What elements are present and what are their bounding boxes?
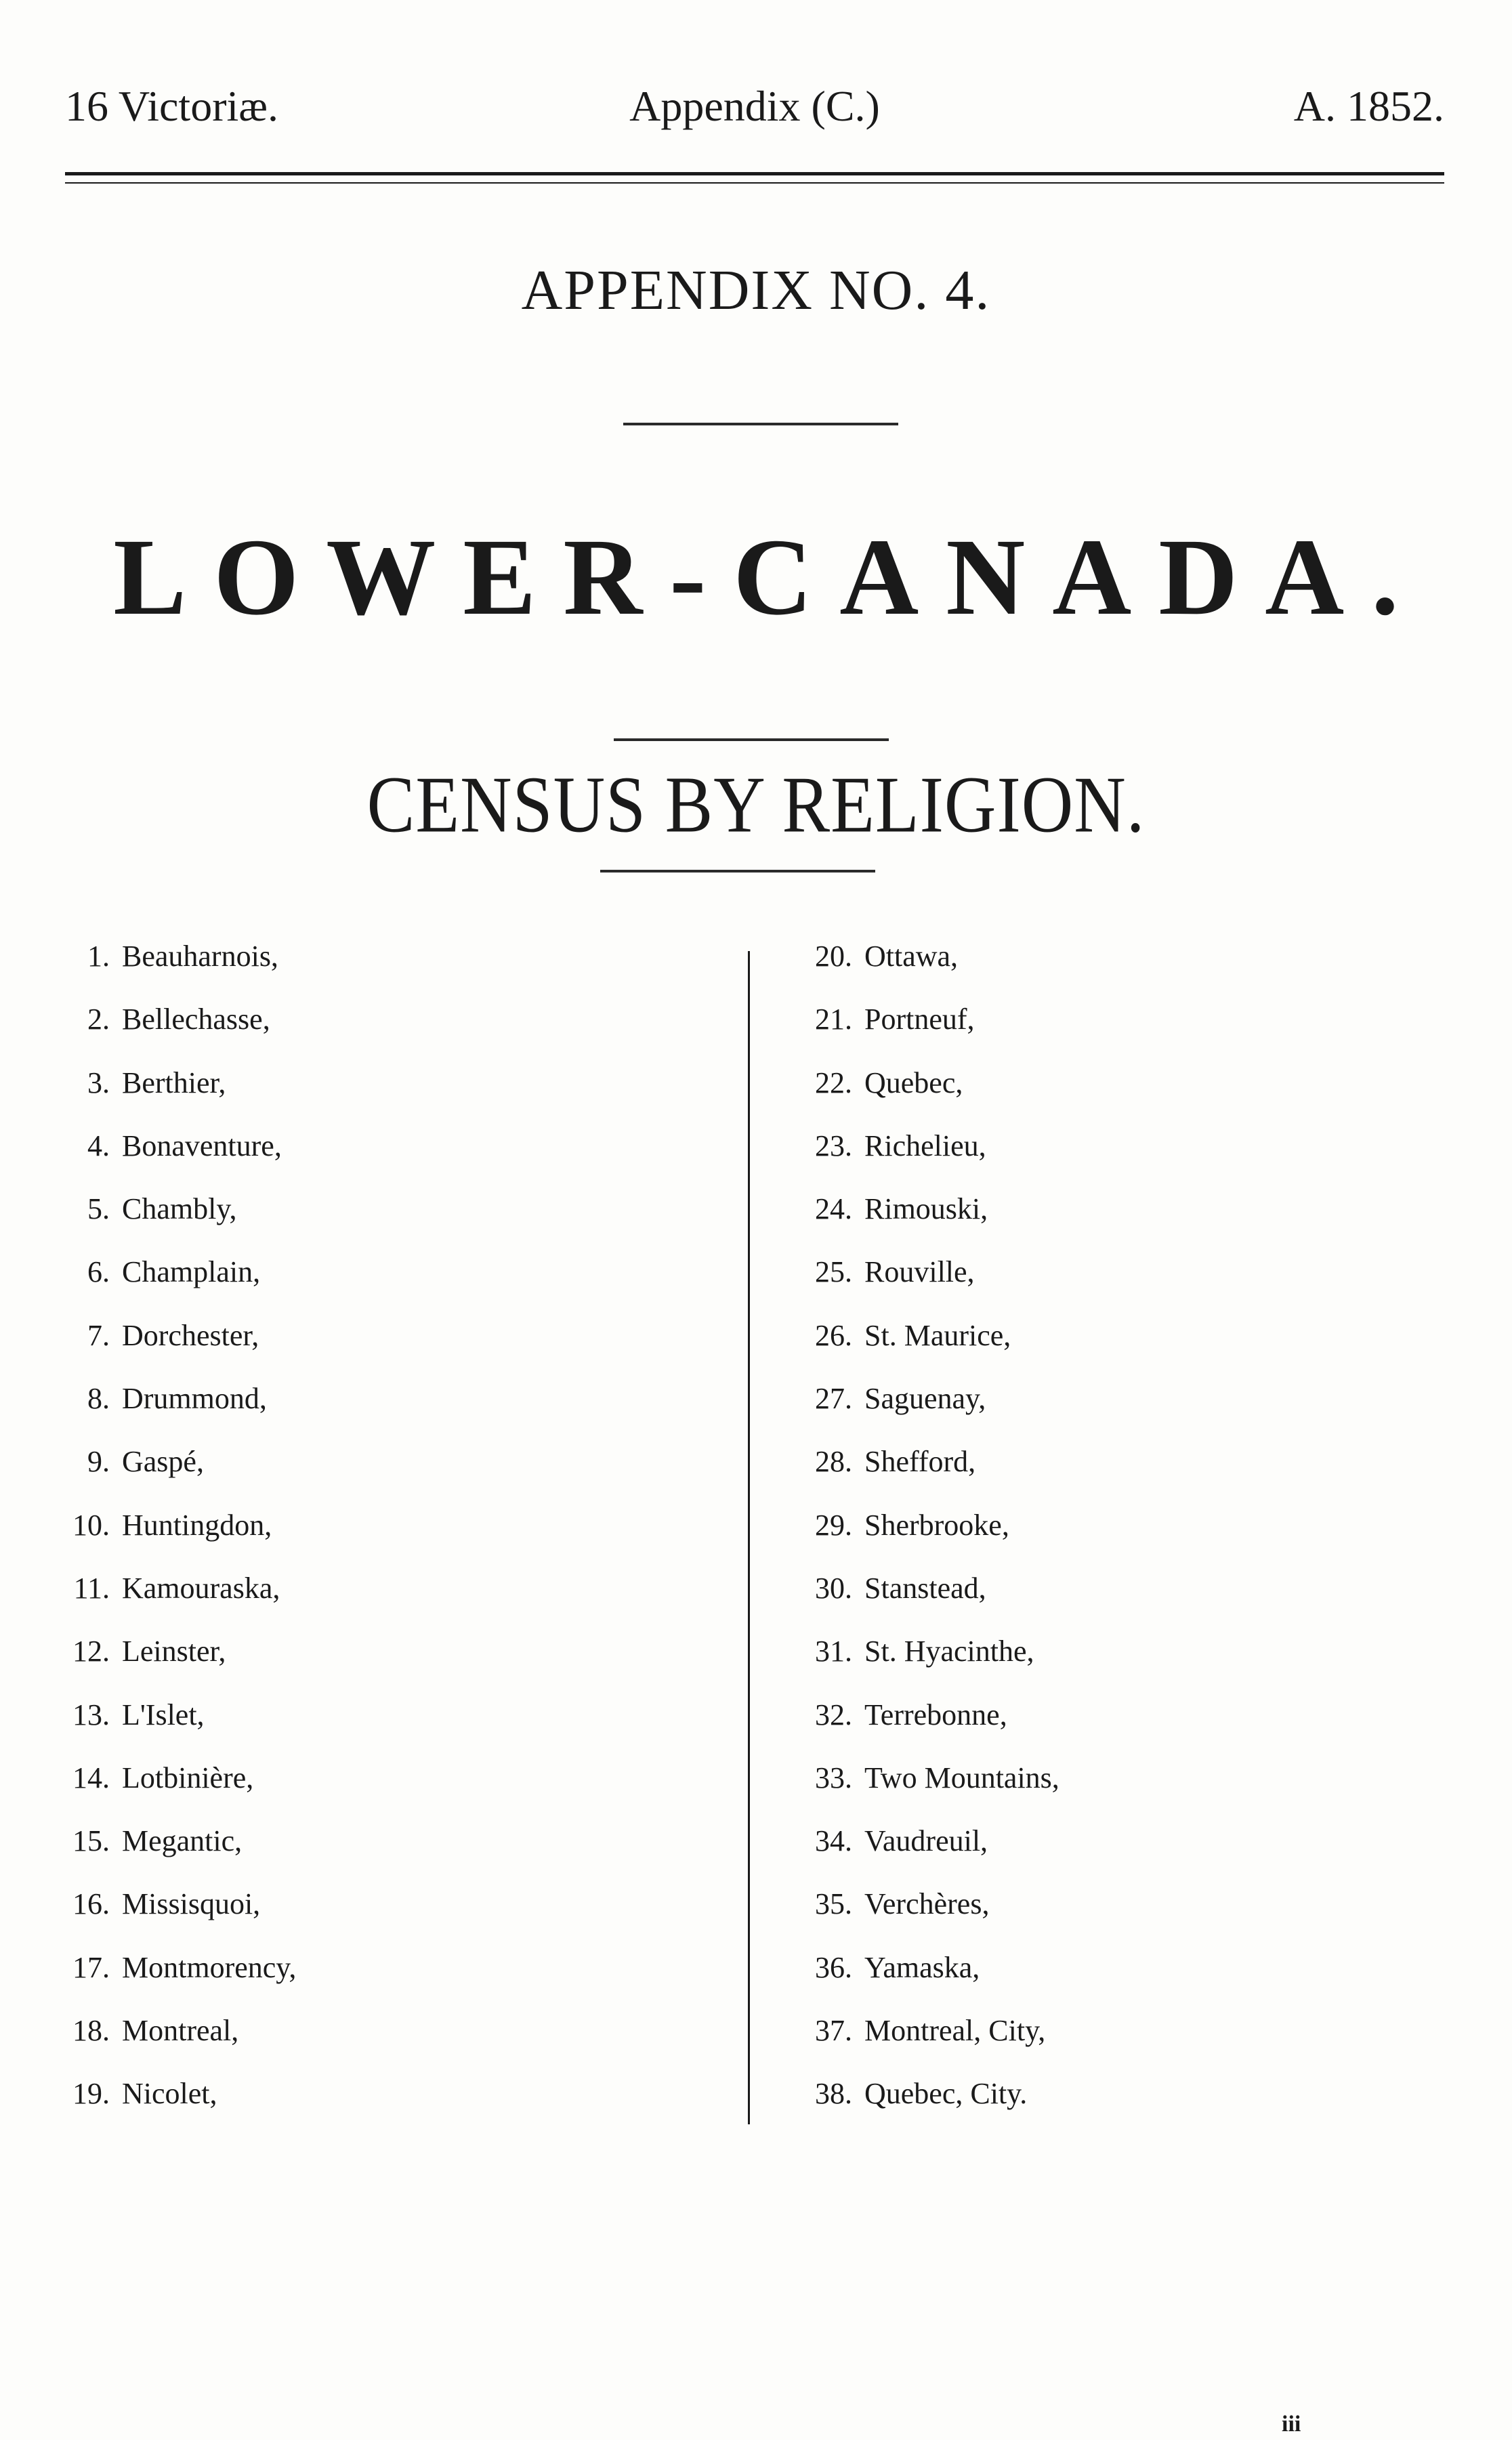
county-name: Quebec, <box>864 1066 963 1099</box>
county-number: 10. <box>72 1508 110 1542</box>
county-number: 35. <box>815 1887 852 1921</box>
county-number: 21. <box>815 1003 852 1036</box>
county-list-item <box>61 1189 705 1252</box>
county-list-item <box>799 1948 1409 2011</box>
county-number: 30. <box>815 1571 852 1605</box>
county-list-item <box>61 1442 705 1505</box>
county-name: L'Islet, <box>122 1698 205 1731</box>
county-list-item <box>799 1316 1409 1379</box>
county-list-item <box>61 1568 705 1631</box>
county-name: Rimouski, <box>864 1192 988 1226</box>
county-name: Lotbinière, <box>122 1761 254 1794</box>
county-list-item <box>61 1316 705 1379</box>
divider-rule <box>614 738 889 741</box>
county-number: 7. <box>87 1318 110 1352</box>
county-list-item <box>61 936 705 999</box>
county-list-item <box>799 1379 1409 1442</box>
county-list-item <box>799 1631 1409 1694</box>
county-list-item <box>799 936 1409 999</box>
county-number: 34. <box>815 1824 852 1858</box>
county-name: Chambly, <box>122 1192 237 1226</box>
county-number: 18. <box>72 2014 110 2048</box>
county-name: Verchères, <box>864 1887 990 1921</box>
county-number: 36. <box>815 1950 852 1984</box>
divider-rule <box>623 423 898 425</box>
county-list-item <box>61 1884 705 1947</box>
running-header <box>65 81 1444 135</box>
county-name: Nicolet, <box>122 2077 217 2111</box>
county-number: 13. <box>72 1698 110 1731</box>
county-name: Montreal, City, <box>864 2014 1046 2048</box>
county-list-item <box>799 1252 1409 1315</box>
column-divider <box>748 951 750 2124</box>
county-number: 14. <box>72 1761 110 1794</box>
county-number: 23. <box>815 1129 852 1162</box>
county-list-item <box>61 1695 705 1758</box>
county-number: 4. <box>87 1129 110 1162</box>
county-number: 24. <box>815 1192 852 1226</box>
county-number: 20. <box>815 940 852 973</box>
county-number: 16. <box>72 1887 110 1921</box>
header-year: A. 1852. <box>1293 82 1444 130</box>
county-number: 5. <box>87 1192 110 1226</box>
county-name: Leinster, <box>122 1635 226 1668</box>
header-session: 16 Victoriæ. <box>65 82 278 130</box>
page-number: iii <box>1282 2412 1301 2437</box>
county-number: 9. <box>87 1445 110 1479</box>
county-list-item <box>61 1126 705 1189</box>
county-name: Gaspé, <box>122 1445 204 1479</box>
county-list-item <box>61 1821 705 1884</box>
county-number: 31. <box>815 1635 852 1668</box>
county-list-item <box>799 1505 1409 1568</box>
county-list-item <box>799 1063 1409 1126</box>
county-name: Ottawa, <box>864 940 959 973</box>
county-list-item <box>61 999 705 1062</box>
county-name: Stanstead, <box>864 1571 986 1605</box>
county-name: St. Maurice, <box>864 1318 1011 1352</box>
county-name: Drummond, <box>122 1382 267 1416</box>
county-name: Richelieu, <box>864 1129 986 1162</box>
county-list-item <box>799 1695 1409 1758</box>
county-name: Montmorency, <box>122 1950 297 1984</box>
county-number: 15. <box>72 1824 110 1858</box>
county-list-item <box>799 999 1409 1062</box>
county-name: Kamouraska, <box>122 1571 280 1605</box>
county-number: 6. <box>87 1255 110 1289</box>
county-name: Sherbrooke, <box>864 1508 1009 1542</box>
county-name: St. Hyacinthe, <box>864 1635 1034 1668</box>
county-number: 28. <box>815 1445 852 1479</box>
county-name: Missisquoi, <box>122 1887 261 1921</box>
county-name: Bonaventure, <box>122 1129 282 1162</box>
county-list-item <box>799 1442 1409 1505</box>
county-list-item <box>799 1189 1409 1252</box>
county-number: 33. <box>815 1761 852 1794</box>
county-number: 3. <box>87 1066 110 1099</box>
county-list-right <box>799 936 1409 2137</box>
divider-rule <box>600 870 875 872</box>
county-name: Portneuf, <box>864 1003 975 1036</box>
county-name: Dorchester, <box>122 1318 259 1352</box>
county-list-item <box>61 2074 705 2137</box>
county-name: Saguenay, <box>864 1382 986 1416</box>
county-name: Quebec, City. <box>864 2077 1028 2111</box>
page-title: LOWER-CANADA. <box>113 517 1426 638</box>
county-number: 37. <box>815 2014 852 2048</box>
county-name: Champlain, <box>122 1255 261 1289</box>
county-name: Yamaska, <box>864 1950 980 1984</box>
county-name: Vaudreuil, <box>864 1824 988 1858</box>
county-list-item <box>799 1821 1409 1884</box>
county-list-item <box>61 1379 705 1442</box>
county-number: 29. <box>815 1508 852 1542</box>
county-name: Bellechasse, <box>122 1003 270 1036</box>
county-name: Shefford, <box>864 1445 976 1479</box>
county-list-item <box>61 1252 705 1315</box>
county-list-item <box>61 1063 705 1126</box>
county-number: 11. <box>73 1571 110 1605</box>
county-list-item <box>799 2011 1409 2074</box>
county-number: 38. <box>815 2077 852 2111</box>
county-name: Beauharnois, <box>122 940 278 973</box>
county-list-item <box>799 2074 1409 2137</box>
county-number: 22. <box>815 1066 852 1099</box>
county-list-item <box>799 1884 1409 1947</box>
county-list-left <box>61 936 705 2137</box>
county-list-item <box>61 1505 705 1568</box>
county-name: Berthier, <box>122 1066 226 1099</box>
county-number: 1. <box>87 940 110 973</box>
county-name: Montreal, <box>122 2014 239 2048</box>
county-name: Two Mountains, <box>864 1761 1059 1794</box>
county-number: 19. <box>72 2077 110 2111</box>
county-name: Terrebonne, <box>864 1698 1007 1731</box>
county-list-item <box>799 1568 1409 1631</box>
page-subtitle: CENSUS BY RELIGION. <box>366 760 1146 849</box>
county-name: Rouville, <box>864 1255 975 1289</box>
county-list-item <box>799 1758 1409 1821</box>
county-list-item <box>61 2011 705 2074</box>
county-name: Huntingdon, <box>122 1508 272 1542</box>
county-list-item <box>61 1948 705 2011</box>
county-number: 27. <box>815 1382 852 1416</box>
header-appendix: Appendix (C.) <box>629 82 880 130</box>
county-number: 26. <box>815 1318 852 1352</box>
county-number: 32. <box>815 1698 852 1731</box>
appendix-number: APPENDIX NO. 4. <box>521 259 991 322</box>
county-list-item <box>61 1758 705 1821</box>
county-list-item <box>61 1631 705 1694</box>
county-number: 12. <box>72 1635 110 1668</box>
county-number: 8. <box>87 1382 110 1416</box>
header-double-rule <box>65 172 1444 184</box>
county-list-item <box>799 1126 1409 1189</box>
county-number: 25. <box>815 1255 852 1289</box>
county-number: 17. <box>72 1950 110 1984</box>
county-name: Megantic, <box>122 1824 243 1858</box>
county-number: 2. <box>87 1003 110 1036</box>
